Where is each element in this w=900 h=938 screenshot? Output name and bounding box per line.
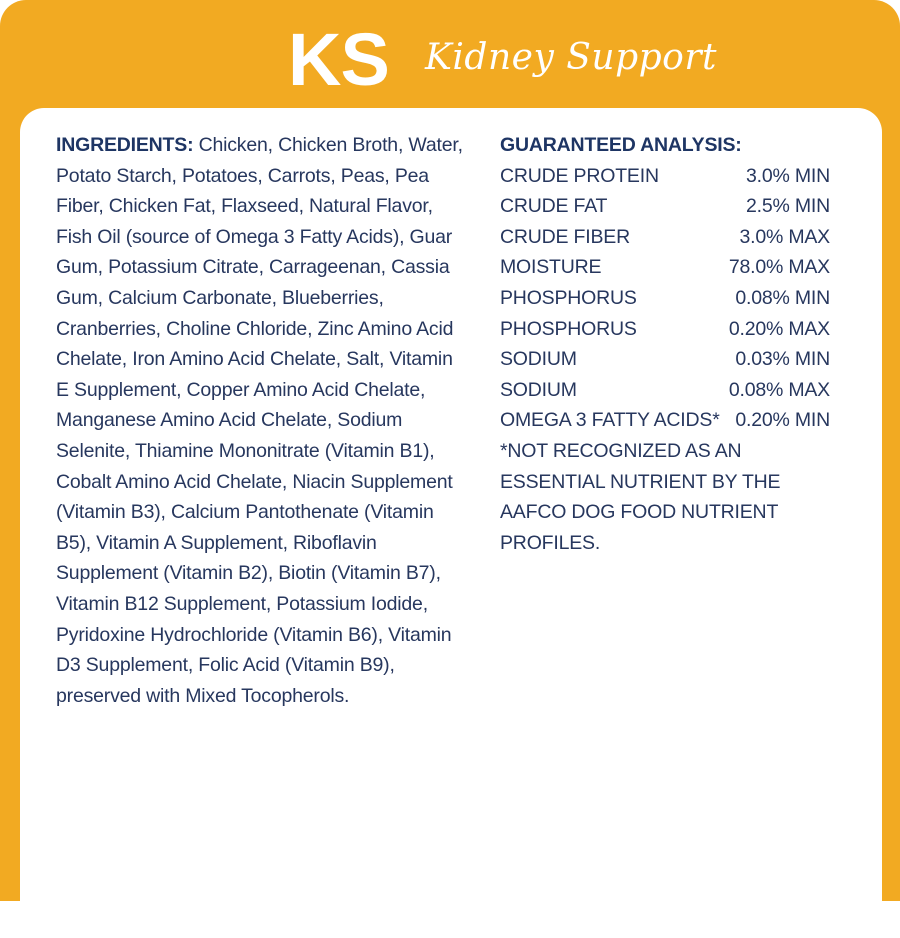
label-header — [0, 0, 900, 108]
analysis-value: 0.08% MAX — [728, 378, 830, 401]
ingredients-heading: INGREDIENTS: — [56, 134, 199, 156]
analysis-heading: GUARANTEED ANALYSIS: — [500, 134, 742, 156]
analysis-row — [500, 405, 830, 436]
analysis-label: CRUDE FAT — [500, 195, 608, 218]
guaranteed-analysis-section — [500, 130, 830, 558]
analysis-row — [500, 344, 830, 375]
analysis-value: 2.5% MIN — [745, 195, 830, 218]
analysis-label: CRUDE PROTEIN — [500, 164, 659, 187]
analysis-row — [500, 161, 830, 192]
analysis-value: 0.08% MIN — [735, 286, 830, 309]
analysis-row — [500, 375, 830, 406]
analysis-footnote: *NOT RECOGNIZED AS AN ESSENTIAL NUTRIENT BY THE AAFCO DOG FOOD NUTRIENT PROFILES. — [500, 439, 781, 554]
analysis-label: SODIUM — [500, 378, 577, 401]
analysis-row — [500, 191, 830, 222]
analysis-row — [500, 252, 830, 283]
analysis-value: 0.20% MAX — [728, 317, 830, 340]
analysis-label: MOISTURE — [500, 256, 602, 279]
analysis-row — [500, 314, 830, 345]
analysis-value: 3.0% MIN — [745, 164, 830, 187]
ingredients-text: Chicken, Chicken Broth, Water, Potato Starch, Potatoes, Carrots, Peas, Pea Fiber, Chicken Fat, Flaxseed, Natural Flavor, Fish Oil (source of Omega 3 Fatty Acids), Guar Gum, Potassium Citrate, Carrageenan, Cassia Gum, Calcium Carbonate, Blueberries, Cranberries, Choline Chloride, Zinc Amino Acid Chelate, Iron Amino Acid Chelate, Salt, Vitamin E Supplement, Copper Amino Acid Chelate, Manganese Amino Acid Chelate, Sodium Selenite, Thiamine Mononitrate (Vitamin B1), Cobalt Amino Acid Chelate, Niacin Supplement (Vitamin B3), Calcium Pantothenate (Vitamin B5), Vitamin A Supplement, Riboflavin Supplement (Vitamin B2), Biotin (Vitamin B7), Vitamin B12 Supplement, Potassium Iodide, Pyridoxine Hydrochloride (Vitamin B6), Vitamin D3 Supplement, Folic Acid (Vitamin B9), preserved with Mixed Tocopherols. — [56, 134, 463, 707]
analysis-row — [500, 222, 830, 253]
analysis-label: PHOSPHORUS — [500, 286, 637, 309]
analysis-value: 78.0% MAX — [728, 256, 830, 279]
analysis-label: CRUDE FIBER — [500, 225, 630, 248]
analysis-row — [500, 283, 830, 314]
analysis-value: 0.03% MIN — [735, 348, 830, 371]
analysis-value: 3.0% MAX — [739, 225, 830, 248]
formula-name: Kidney Support — [425, 37, 718, 78]
formula-code: KS — [288, 18, 389, 101]
analysis-value: 0.20% MIN — [735, 409, 830, 432]
analysis-label: PHOSPHORUS — [500, 317, 637, 340]
analysis-label: OMEGA 3 FATTY ACIDS* — [500, 409, 720, 432]
analysis-label: SODIUM — [500, 348, 577, 371]
ingredients-section — [56, 130, 466, 711]
